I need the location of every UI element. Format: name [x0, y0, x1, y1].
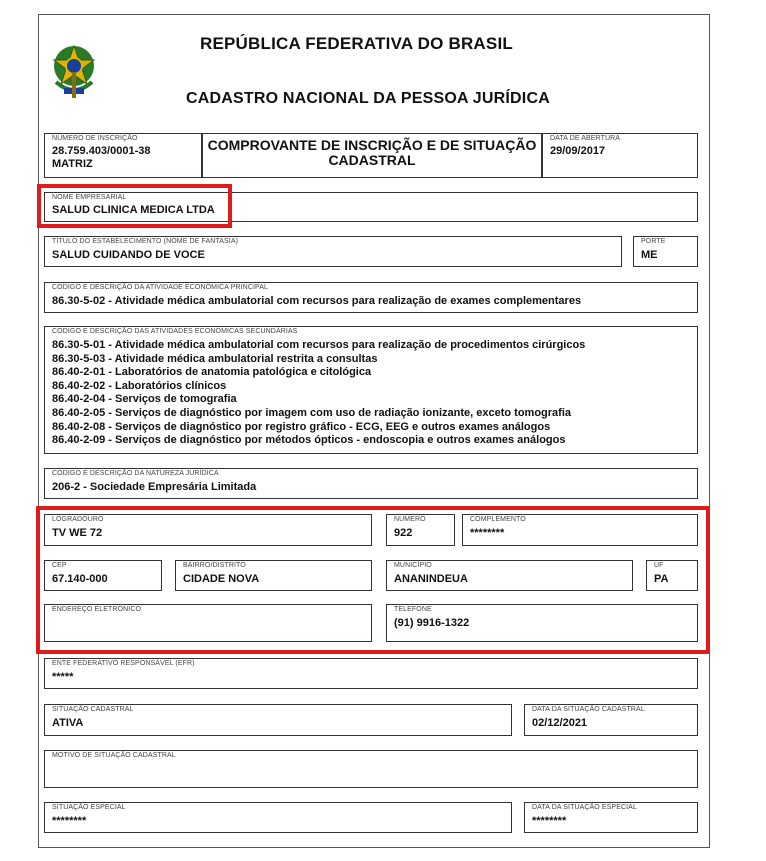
inscricao-label: NÚMERO DE INSCRIÇÃO	[52, 135, 138, 142]
atividade-secundaria-item: 86.40-2-04 - Serviços de tomografia	[52, 393, 237, 406]
cep-value: 67.140-000	[52, 573, 108, 585]
country-title: REPÚBLICA FEDERATIVA DO BRASIL	[200, 34, 513, 53]
brazil-coat-of-arms-icon	[50, 42, 98, 102]
porte-box	[633, 236, 698, 267]
situacao-label: SITUAÇÃO CADASTRAL	[52, 706, 134, 713]
porte-label: PORTE	[641, 238, 666, 245]
registry-title: CADASTRO NACIONAL DA PESSOA JURÍDICA	[186, 90, 550, 107]
atividade-secundaria-item: 86.40-2-08 - Serviços de diagnóstico por registro gráfico - ECG, EEG e outros exames análogos	[52, 420, 551, 433]
email-label: ENDEREÇO ELETRÔNICO	[52, 606, 142, 613]
atividade-secundaria-item: 86.40-2-02 - Laboratórios clínicos	[52, 379, 227, 392]
efr-box	[44, 658, 698, 689]
numero-label: NÚMERO	[394, 516, 426, 523]
complemento-box	[462, 514, 698, 546]
email-box	[44, 604, 372, 642]
abertura-label: DATA DE ABERTURA	[550, 135, 621, 142]
municipio-label: MUNICÍPIO	[394, 562, 432, 569]
motivo-box	[44, 750, 698, 788]
cep-box	[44, 560, 162, 591]
data-situacao-box	[524, 704, 698, 736]
titulo-estabelecimento-value: SALUD CUIDANDO DE VOCE	[52, 249, 205, 261]
logradouro-box	[44, 514, 372, 546]
data-situacao-especial-label: DATA DA SITUAÇÃO ESPECIAL	[532, 804, 637, 811]
complemento-value: ********	[470, 527, 505, 539]
bairro-box	[175, 560, 372, 591]
atividade-principal-label: CÓDIGO E DESCRIÇÃO DA ATIVIDADE ECONÔMICA PRINCIPAL	[52, 284, 269, 291]
data-situacao-label: DATA DA SITUAÇÃO CADASTRAL	[532, 706, 645, 713]
porte-value: ME	[641, 249, 658, 261]
comprovante-title-line2: CADASTRAL	[328, 152, 416, 168]
natureza-juridica-box	[44, 468, 698, 499]
atividades-secundarias-label: CÓDIGO E DESCRIÇÃO DAS ATIVIDADES ECONÔMICAS SECUNDÁRIAS	[52, 328, 298, 335]
logradouro-value: TV WE 72	[52, 527, 103, 539]
natureza-juridica-value: 206-2 - Sociedade Empresária Limitada	[52, 481, 257, 493]
comprovante-box	[202, 133, 542, 178]
situacao-box	[44, 704, 512, 736]
nome-empresarial-label: NOME EMPRESARIAL	[52, 194, 127, 201]
titulo-estabelecimento-box	[44, 236, 622, 267]
data-situacao-especial-value: ********	[532, 815, 567, 827]
logradouro-label: LOGRADOURO	[52, 516, 104, 523]
complemento-label: COMPLEMENTO	[470, 516, 526, 523]
bairro-value: CIDADE NOVA	[183, 573, 260, 585]
nome-empresarial-value: SALUD CLINICA MEDICA LTDA	[52, 204, 215, 216]
atividades-secundarias-box	[44, 326, 698, 454]
nome-empresarial-box	[44, 192, 698, 222]
natureza-juridica-label: CÓDIGO E DESCRIÇÃO DA NATUREZA JURÍDICA	[52, 470, 219, 477]
municipio-value: ANANINDEUA	[394, 573, 468, 585]
telefone-value: (91) 9916-1322	[394, 617, 470, 629]
inscricao-type: MATRIZ	[52, 158, 93, 170]
situacao-especial-value: ********	[52, 815, 87, 827]
numero-box	[386, 514, 455, 546]
atividade-secundaria-item: 86.40-2-09 - Serviços de diagnóstico por métodos ópticos - endoscopia e outros exames análogos	[52, 434, 566, 447]
cep-label: CEP	[52, 562, 67, 569]
uf-value: PA	[654, 573, 669, 585]
data-situacao-value: 02/12/2021	[532, 717, 588, 729]
motivo-label: MOTIVO DE SITUAÇÃO CADASTRAL	[52, 752, 176, 759]
atividade-secundaria-item: 86.40-2-05 - Serviços de diagnóstico por imagem com uso de radiação ionizante, exceto tomografia	[52, 406, 571, 419]
abertura-box	[542, 133, 698, 178]
inscricao-number: 28.759.403/0001-38	[52, 145, 151, 157]
inscricao-box	[44, 133, 202, 178]
bairro-label: BAIRRO/DISTRITO	[183, 562, 246, 569]
numero-value: 922	[394, 527, 413, 539]
telefone-box	[386, 604, 698, 642]
telefone-label: TELEFONE	[394, 606, 432, 613]
abertura-value: 29/09/2017	[550, 145, 606, 157]
situacao-value: ATIVA	[52, 717, 84, 729]
municipio-box	[386, 560, 633, 591]
comprovante-title-line1: COMPROVANTE DE INSCRIÇÃO E DE SITUAÇÃO	[207, 137, 537, 153]
situacao-especial-label: SITUAÇÃO ESPECIAL	[52, 804, 126, 811]
titulo-estabelecimento-label: TÍTULO DO ESTABELECIMENTO (NOME DE FANTASIA)	[52, 238, 239, 245]
efr-label: ENTE FEDERATIVO RESPONSÁVEL (EFR)	[52, 660, 195, 667]
situacao-especial-box	[44, 802, 512, 833]
uf-label: UF	[654, 562, 664, 569]
atividade-secundaria-item: 86.30-5-01 - Atividade médica ambulatorial com recursos para realização de procedimentos cirúrgicos	[52, 339, 586, 351]
atividade-principal-value: 86.30-5-02 - Atividade médica ambulatorial com recursos para realização de exames complementares	[52, 295, 582, 307]
efr-value: *****	[52, 671, 74, 683]
uf-box	[646, 560, 698, 591]
atividade-secundaria-item: 86.30-5-03 - Atividade médica ambulatorial restrita a consultas	[52, 352, 378, 365]
data-situacao-especial-box	[524, 802, 698, 833]
atividade-principal-box	[44, 282, 698, 313]
atividade-secundaria-item: 86.40-2-01 - Laboratórios de anatomia patológica e citológica	[52, 366, 372, 379]
